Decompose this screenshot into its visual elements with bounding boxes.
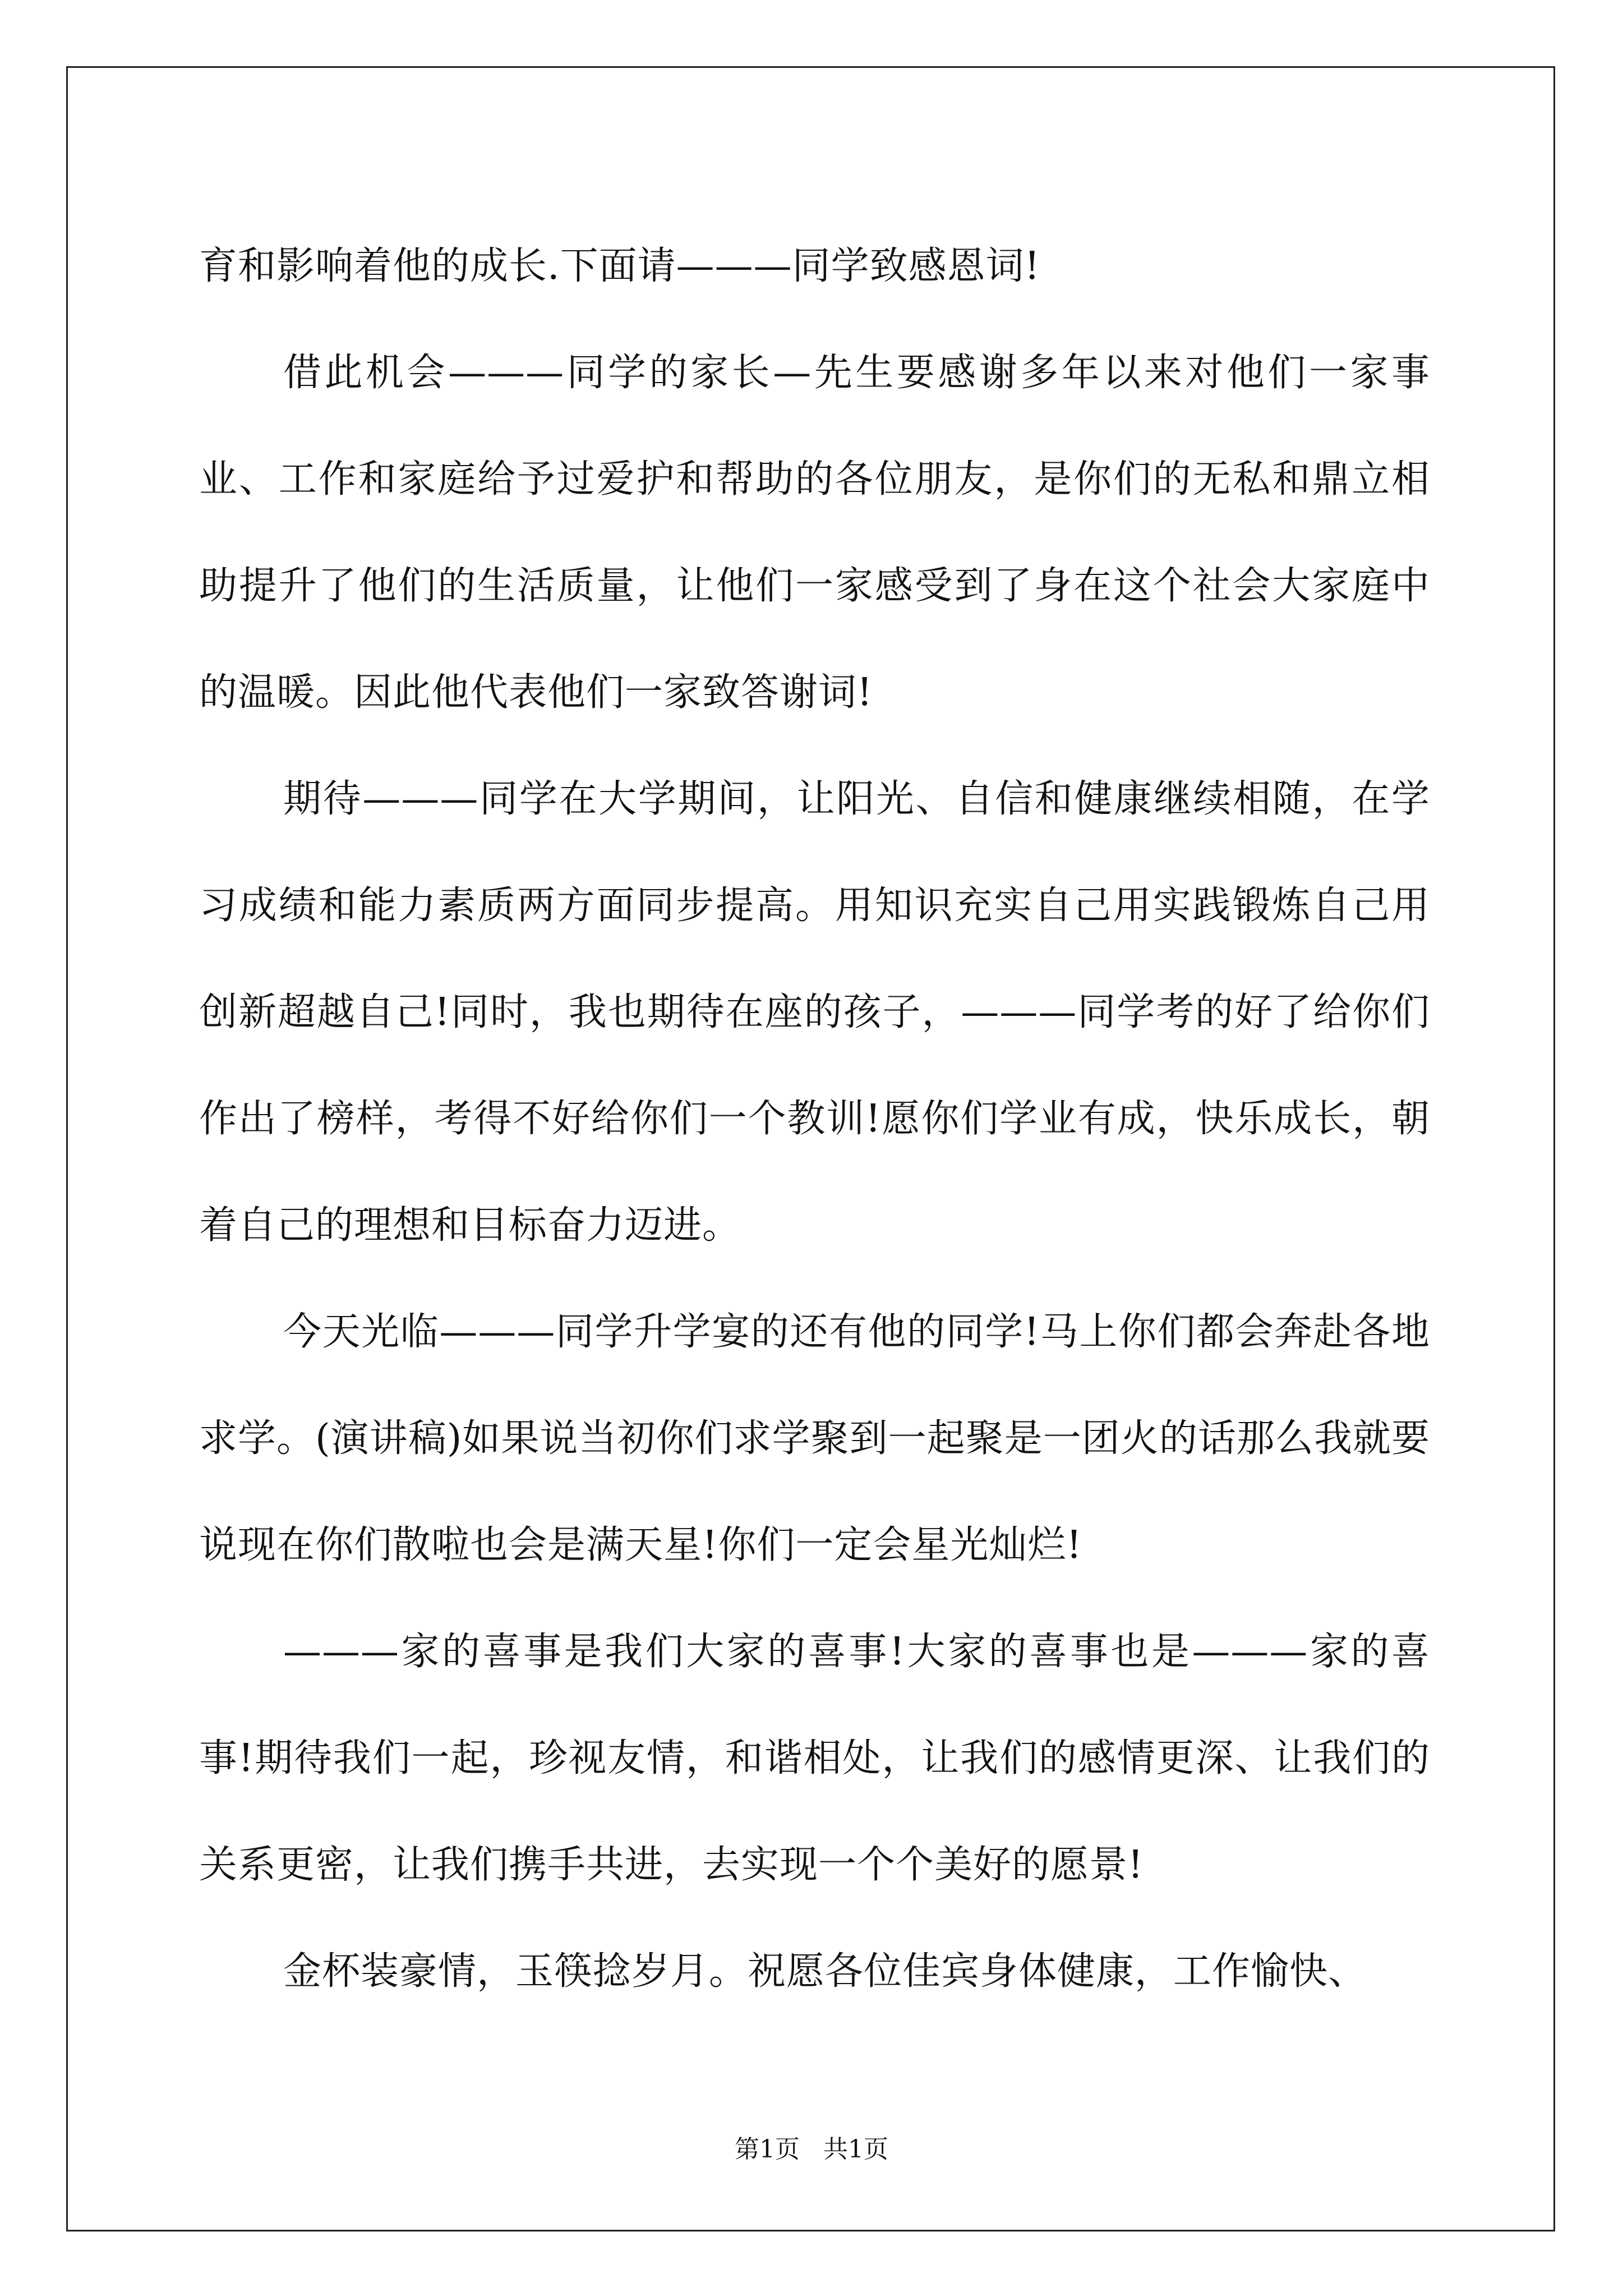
document-body [199, 213, 1430, 2025]
paragraph-toast: 金杯装豪情，玉筷捻岁月。祝愿各位佳宾身体健康，工作愉快、 [283, 1949, 1367, 1994]
paragraph-continuation: 育和影响着他的成长.下面请———同学致感恩词! [199, 244, 1040, 288]
page-number-current: 第1页 [735, 2135, 800, 2164]
page-number-total: 共1页 [823, 2135, 888, 2164]
paragraph-classmates: 今天光临———同学升学宴的还有他的同学!马上你们都会奔赴各地求学。(演讲稿)如果说当初你们求学聚到一起聚是一团火的话那么我就要说现在你们散啦也会是满天星!你们一定会星光灿烂! [199, 1310, 1430, 1567]
paragraph-thanks: 借此机会———同学的家长—先生要感谢多年以来对他们一家事业、工作和家庭给予过爱护和帮助的各位朋友，是你们的无私和鼎立相助提升了他们的生活质量，让他们一家感受到了身在这个社会大家庭中的温暖。因此他代表他们一家致答谢词! [199, 351, 1430, 715]
paragraph-celebration: ———家的喜事是我们大家的喜事!大家的喜事也是———家的喜事!期待我们一起，珍视友情，和谐相处，让我们的感情更深、让我们的关系更密，让我们携手共进，去实现一个个美好的愿景! [199, 1630, 1430, 1887]
page-footer [0, 2129, 1623, 2165]
paragraph-expectation: 期待———同学在大学期间，让阳光、自信和健康继续相随，在学习成绩和能力素质两方面同步提高。用知识充实自己用实践锻炼自己用创新超越自己!同时，我也期待在座的孩子，———同学考的好了给你们作出了榜样，考得不好给你们一个教训!愿你们学业有成，快乐成长，朝着自己的理想和目标奋力迈进。 [199, 777, 1430, 1248]
